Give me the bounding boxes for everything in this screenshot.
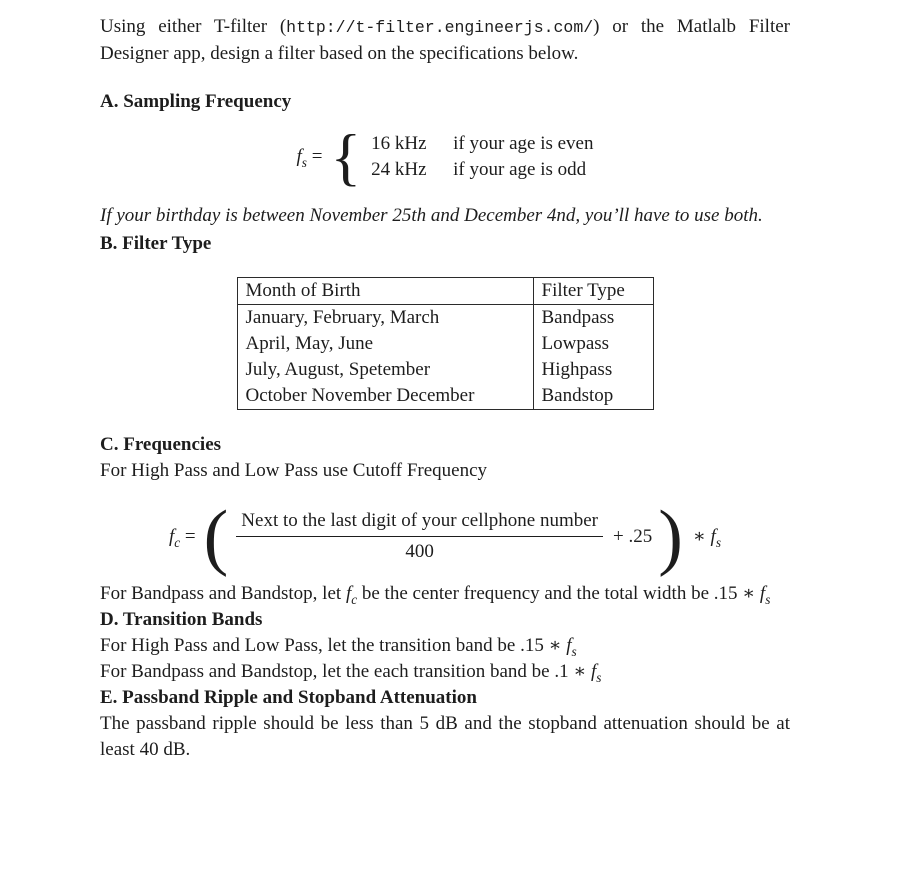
fs-variable: f <box>759 583 766 604</box>
t-filter-url: http://t-filter.engineerjs.com/ <box>286 18 594 37</box>
case-value: 16 kHz <box>371 133 427 154</box>
open-paren: ( <box>203 495 229 578</box>
cell-type: Bandstop <box>541 385 614 406</box>
times-fs-term <box>693 524 721 550</box>
sampling-frequency-formula <box>100 121 790 192</box>
table-row <box>237 331 653 357</box>
fs-subscript: s <box>765 591 771 607</box>
cell-type: Lowpass <box>541 333 610 354</box>
fs-subscript: s <box>596 669 602 685</box>
intro-paragraph <box>100 14 790 67</box>
section-heading-d: D. Transition Bands <box>100 609 263 630</box>
table-header-month: Month of Birth <box>237 278 533 305</box>
fc-lhs <box>169 524 196 550</box>
section-heading-c: C. Frequencies <box>100 434 222 455</box>
fs-variable: f <box>591 661 597 682</box>
table-header-type: Filter Type <box>533 278 653 305</box>
text-segment: For Bandpass and Bandstop, let <box>100 583 346 604</box>
fc-subscript: c <box>174 534 181 550</box>
times-operator: ∗ <box>692 525 706 547</box>
transition-band-note-2 <box>100 659 790 685</box>
cutoff-frequency-note: For High Pass and Low Pass use Cutoff Frequency <box>100 460 488 481</box>
center-frequency-note <box>100 581 790 607</box>
fs-lhs <box>297 144 323 170</box>
fs-variable: f <box>296 146 302 167</box>
cell-month: April, May, June <box>237 331 533 357</box>
cutoff-frequency-formula <box>100 495 790 578</box>
section-heading-b: B. Filter Type <box>100 233 212 254</box>
case-row <box>371 157 593 183</box>
case-condition: if your age is odd <box>453 159 587 180</box>
case-row <box>371 131 593 157</box>
close-paren: ) <box>658 495 683 578</box>
fraction <box>236 508 603 565</box>
fc-variable: f <box>168 525 175 547</box>
birthday-note: If your birthday is between November 25th and December 4nd, you’ll have to use both. <box>100 205 763 226</box>
ripple-attenuation-note: The passband ripple should be less than 5 dB and the stopband attenuation should be at least 40 dB. <box>100 713 790 760</box>
cell-month: October November December <box>237 383 533 410</box>
fs-variable: f <box>566 635 572 656</box>
fs-subscript: s <box>301 154 307 170</box>
cell-month: July, August, Spetember <box>237 357 533 383</box>
equals-sign: = <box>184 525 196 547</box>
fraction-numerator: Next to the last digit of your cellphone number <box>236 508 603 537</box>
fc-subscript: c <box>351 591 358 607</box>
text-segment: For High Pass and Low Pass, let the transition band be .15 ∗ <box>100 635 567 656</box>
intro-text-1: Using either T-filter ( <box>100 16 287 37</box>
table-row <box>237 383 653 410</box>
cell-month: January, February, March <box>237 305 533 332</box>
fs-subscript: s <box>715 534 722 550</box>
table-row <box>237 305 653 332</box>
transition-band-note-1 <box>100 633 790 659</box>
fs-variable: f <box>710 525 716 547</box>
filter-type-table <box>237 277 654 410</box>
plus-term: + .25 <box>613 525 653 547</box>
section-heading-e: E. Passband Ripple and Stopband Attenuation <box>100 687 477 708</box>
fs-subscript: s <box>571 643 577 659</box>
case-value: 24 kHz <box>371 159 427 180</box>
case-condition: if your age is even <box>453 133 594 154</box>
equals-sign: = <box>311 146 323 167</box>
cases-block <box>371 131 593 183</box>
text-segment: be the center frequency and the total width be .15 ∗ <box>357 583 760 604</box>
intro-text-2: ) or the Matlalb Filter Designer app, design a filter based on the specifications below. <box>100 16 790 64</box>
cell-type: Highpass <box>541 359 613 380</box>
section-heading-a: A. Sampling Frequency <box>100 91 292 112</box>
cases-brace: { <box>330 121 362 192</box>
table-row <box>237 357 653 383</box>
text-segment: For Bandpass and Bandstop, let the each transition band be .1 ∗ <box>100 661 591 682</box>
fraction-denominator: 400 <box>405 541 434 562</box>
table-header-row <box>237 278 653 305</box>
cell-type: Bandpass <box>541 307 615 328</box>
fc-variable: f <box>345 583 352 604</box>
